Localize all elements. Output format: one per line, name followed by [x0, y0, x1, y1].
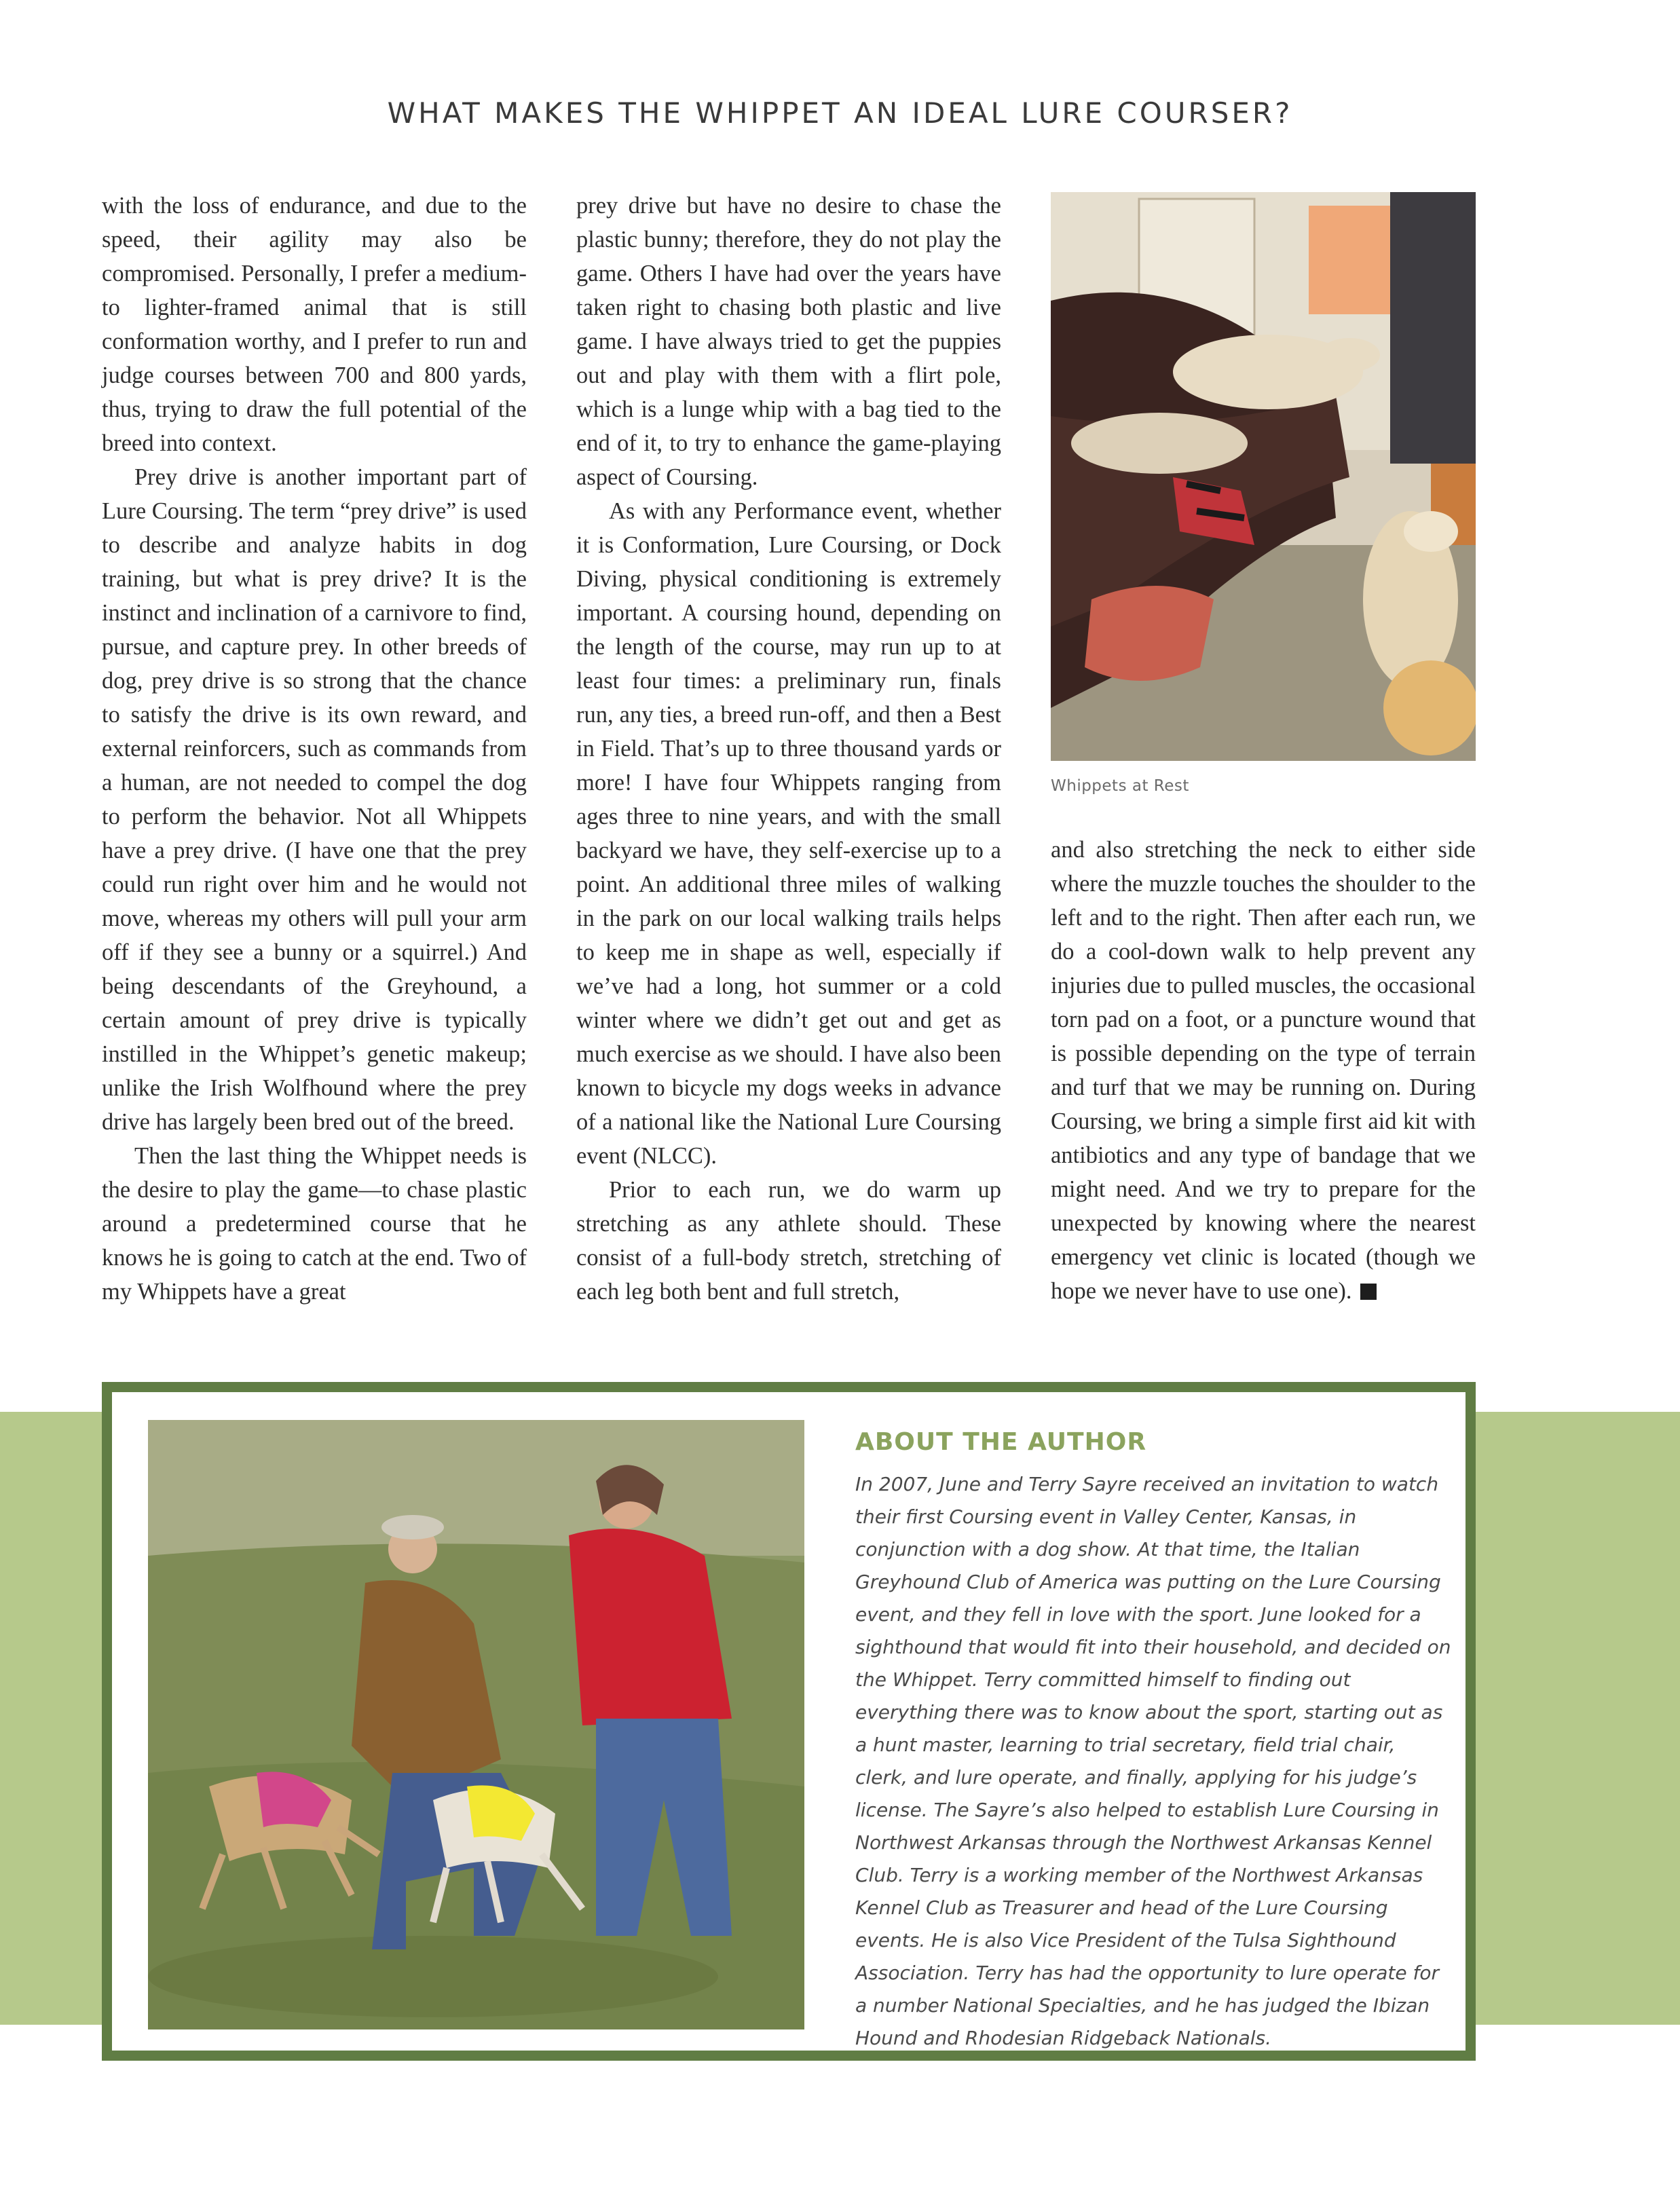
about-the-author-heading: ABOUT THE AUTHOR	[855, 1428, 1147, 1456]
paragraph: Then the last thing the Whippet needs is the desire to play the game—to chase plastic around a predetermined course that he knows he is going to catch at the end. Two of my Whippets have a great	[102, 1143, 527, 1305]
article-column-1	[102, 189, 527, 1309]
article-column-3	[1051, 833, 1476, 1308]
paragraph-text: and also stretching the neck to either side where the muzzle touches the shoulder to the left and to the right. Then after each run, we do a cool-down walk to help prevent any injuries due to pulled muscles, the occasional torn pad on a foot, or a puncture wound that is possible depending on the type of terrain and turf that we may be running on. During Coursing, we bring a simple first aid kit with antibiotics and any type of bandage that we might need. And we try to prepare for the unexpected by knowing where the nearest emergency vet clinic is located (though we hope we never have to use one).	[1051, 837, 1476, 1304]
about-the-author-box	[102, 1382, 1476, 2061]
paragraph: Prior to each run, we do warm up stretching as any athlete should. These consist of a full-body stretch, stretching of each leg both bent and full stretch,	[576, 1177, 1001, 1305]
author-bio: In 2007, June and Terry Sayre received an invitation to watch their first Coursing event in Valley Center, Kansas, in conjunction with a dog show. At that time, the Italian Greyhound Club of America was putting on the Lure Coursing event, and they fell in love with the sport. June looked for a sighthound that would fit into their household, and decided on the Whippet. Terry committed himself to finding out everything there was to know about the sport, starting out as a hunt master, learning to trial secretary, field trial chair, clerk, and lure operate, and finally, applying for his judge’s license. The Sayre’s also helped to establish Lure Coursing in Northwest Arkansas through the Northwest Arkansas Kennel Club. Terry is a working member of the Northwest Arkansas Kennel Club as Treasurer and head of the Lure Coursing events. He is also Vice President of the Tulsa Sighthound Association. Terry has had the opportunity to lure operate for a number National Specialties, and he has judged the Ibizan Hound and Rhodesian Ridgeback Nationals.	[855, 1473, 1451, 2049]
page-title: WHAT MAKES THE WHIPPET AN IDEAL LURE COURSER?	[387, 96, 1293, 130]
paragraph	[1051, 833, 1476, 1308]
lure-coursing-photo	[148, 1420, 804, 2029]
whippets-at-rest-photo	[1051, 192, 1476, 761]
paragraph: prey drive but have no desire to chase the plastic bunny; therefore, they do not play the game. Others I have had over the years have taken right to chasing both plastic and live game. I have always tried to get the puppies out and play with them with a flirt pole, which is a lunge whip with a bag tied to the end of it, to try to enhance the game-playing aspect of Coursing.	[576, 193, 1001, 490]
paragraph: with the loss of endurance, and due to the speed, their agility may also be compromised. Personally, I prefer a medium- to lighter-framed animal that is still conformation worthy, and I prefer to run and judge courses between 700 and 800 yards, thus, trying to draw the full potential of the breed into context.	[102, 193, 527, 456]
paragraph: Prey drive is another important part of Lure Coursing. The term “prey drive” is used to describe and analyze habits in dog training, but what is prey drive? It is the instinct and inclination of a carnivore to find, pursue, and capture prey. In other breeds of dog, prey drive is so strong that the chance to satisfy the drive is its own reward, and external reinforcers, such as commands from a human, are not needed to compel the dog to perform the behavior. Not all Whippets have a prey drive. (I have one that the prey could run right over him and he would not move, whereas my others will pull your arm off if they see a bunny or a squirrel.) And being descendants of the Greyhound, a certain amount of prey drive is typically instilled in the Whippet’s genetic makeup; unlike the Irish Wolfhound where the prey drive has largely been bred out of the breed.	[102, 464, 527, 1135]
article-column-2	[576, 189, 1001, 1309]
paragraph: As with any Performance event, whether it is Conformation, Lure Coursing, or Dock Diving, physical conditioning is extremely important. A coursing hound, depending on the length of the course, may run up to at least four times: a preliminary run, finals run, any ties, a breed run-off, and then a Best in Field. That’s up to three thousand yards or more! I have four Whippets ranging from ages three to nine years, and with the small backyard we have, they self-exercise up to a point. An additional three miles of walking in the park on our local walking trails helps to keep me in shape as well, especially if we’ve had a long, hot summer or a cold winter where we didn’t get out and get as much exercise as we should. I have also been known to bicycle my dogs weeks in advance of a national like the National Lure Coursing event (NLCC).	[576, 498, 1001, 1169]
end-of-article-mark	[1360, 1284, 1377, 1300]
photo-caption: Whippets at Rest	[1051, 777, 1189, 795]
